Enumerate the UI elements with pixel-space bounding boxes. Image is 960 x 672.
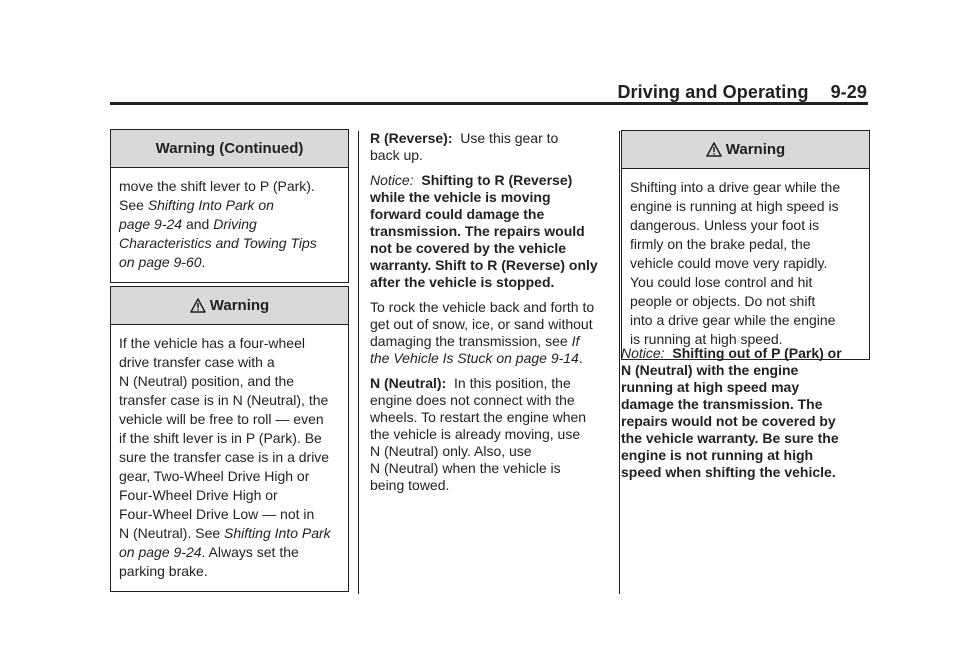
warning-line: gear, Two-Wheel Drive High or [119,468,310,484]
warning-continued-body [111,168,348,282]
xref-link-page[interactable]: on page 9-24 [119,544,202,560]
neutral-text: N (Neutral) when the vehicle is [370,460,561,476]
neutral-paragraph [370,375,608,494]
header-rule [110,102,868,105]
xref-link-page[interactable]: on page 9-60 [119,254,202,270]
warning-line: transfer case is in N (Neutral), the [119,392,329,408]
xref-link-page[interactable]: page 9-24 [119,216,183,232]
neutral-label: N (Neutral): [370,375,447,391]
xref-link-shifting-into-park[interactable]: Shifting Into Park on [147,197,274,213]
warning-line: dangerous. Unless your foot is [630,217,820,233]
rock-text: To rock the vehicle back and forth to [370,299,595,315]
warning-transfer-case-body [111,325,348,591]
warning-continued-text: See [119,197,148,213]
warning-high-speed-body [622,169,869,359]
notice-text: damage the transmission. The [621,396,823,412]
warning-line: sure the transfer case is in a drive [119,449,330,465]
header-text [617,82,867,103]
warning-line: people or objects. Do not shift [630,293,816,309]
rock-paragraph [370,299,608,367]
reverse-text: back up. [370,147,423,163]
warning-line: vehicle will be free to roll — even [119,411,324,427]
xref-link-shifting-into-park[interactable]: Shifting Into Park [224,525,331,541]
notice-text: Shifting to R (Reverse) [421,172,573,188]
notice-text: engine is not running at high [621,447,814,463]
notice-text: N (Neutral) with the engine [621,362,799,378]
warning-continued-text: . [201,254,206,270]
notice-text: warranty. Shift to R (Reverse) only [370,257,598,273]
warning-line: N (Neutral) position, and the [119,373,295,389]
warning-triangle-icon [706,142,722,157]
neutral-text: being towed. [370,477,450,493]
warning-high-speed-box [621,130,870,360]
section-title: Driving and Operating [617,82,809,102]
warning-title: Warning [725,141,786,158]
notice-text: repairs would not be covered by [621,413,836,429]
reverse-text: Use this gear to [452,130,559,146]
notice-reverse-paragraph [370,172,608,291]
notice-shifting-paragraph [621,345,869,481]
warning-continued-text: and [182,216,214,232]
column-2 [370,130,608,502]
rock-text: . [578,350,583,366]
warning-triangle-icon [190,298,206,313]
warning-line: vehicle could move very rapidly. [630,255,828,271]
neutral-text: In this position, the [446,375,571,391]
warning-text: . Always set the [201,544,299,560]
warning-line: Four-Wheel Drive Low — not in [119,506,315,522]
warning-transfer-case-box [110,286,349,592]
neutral-text: the vehicle is already moving, use [370,426,581,442]
warning-line: drive transfer case with a [119,354,275,370]
xref-link-driving[interactable]: Driving [213,216,257,232]
notice-text: forward could damage the [370,206,545,222]
warning-line: firmly on the brake pedal, the [630,236,811,252]
page-header [110,82,867,104]
xref-link-vehicle-stuck[interactable]: the Vehicle Is Stuck on page 9-14 [370,350,579,366]
notice-text: running at high speed may [621,379,800,395]
notice-text: Shifting out of P (Park) or [672,345,842,361]
notice-paragraph [621,345,869,481]
warning-text: parking brake. [119,563,208,579]
warning-continued-line: move the shift lever to P (Park). [119,178,315,194]
column-divider-2 [619,131,620,594]
notice-label: Notice: [621,345,665,361]
warning-line: Four-Wheel Drive High or [119,487,278,503]
notice-text: while the vehicle is moving [370,189,551,205]
warning-line: engine is running at high speed is [630,198,839,214]
notice-label: Notice: [370,172,414,188]
warning-title: Warning [209,297,270,314]
neutral-text: engine does not connect with the [370,392,575,408]
rock-text: get out of snow, ice, or sand without [370,316,593,332]
warning-line: Shifting into a drive gear while the [630,179,841,195]
notice-text: not be covered by the vehicle [370,240,567,256]
notice-text: speed when shifting the vehicle. [621,464,836,480]
notice-text: after the vehicle is stopped. [370,274,555,290]
page-number: 9-29 [830,82,867,102]
warning-line: You could lose control and hit [630,274,813,290]
warning-line: into a drive gear while the engine [630,312,836,328]
notice-text: transmission. The repairs would [370,223,585,239]
reverse-paragraph [370,130,608,164]
column-divider-1 [358,131,359,594]
xref-link-vehicle-stuck[interactable]: If [571,333,580,349]
warning-continued-box [110,129,349,283]
warning-text: N (Neutral). See [119,525,225,541]
rock-text: damaging the transmission, see [370,333,572,349]
warning-line: if the shift lever is in P (Park). Be [119,430,322,446]
notice-text: the vehicle warranty. Be sure the [621,430,839,446]
xref-link-towing-tips[interactable]: Characteristics and Towing Tips [119,235,317,251]
warning-heading [111,287,348,325]
warning-heading [622,131,869,169]
warning-continued-title: Warning (Continued) [111,130,348,168]
neutral-text: wheels. To restart the engine when [370,409,587,425]
warning-line: If the vehicle has a four-wheel [119,335,305,351]
warning-line: is running at high speed. [630,331,783,347]
reverse-label: R (Reverse): [370,130,453,146]
neutral-text: N (Neutral) only. Also, use [370,443,532,459]
